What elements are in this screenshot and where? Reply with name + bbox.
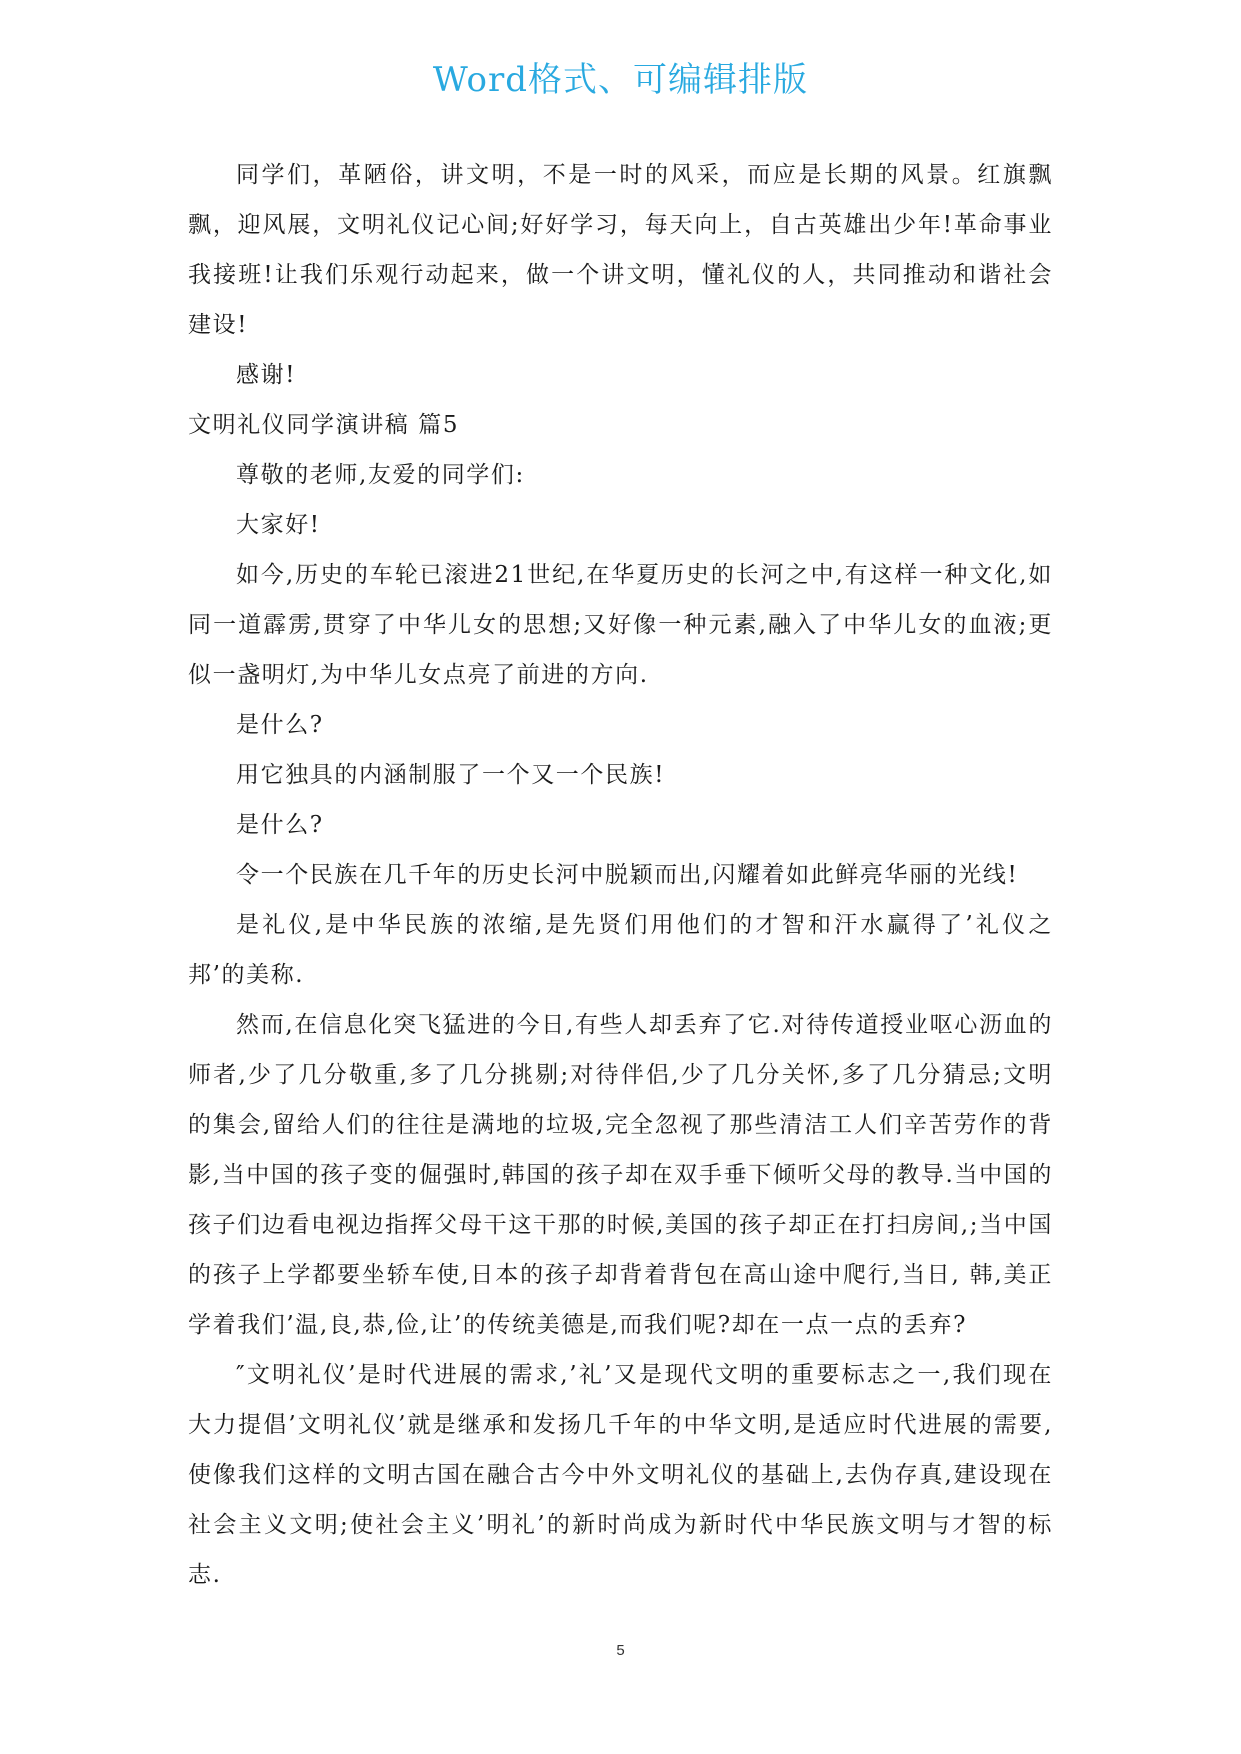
section-heading: 文明礼仪同学演讲稿 篇5	[188, 412, 460, 438]
paragraph-conclusion: ″文明礼仪’是时代进展的需求,’礼’又是现代文明的重要标志之一,我们现在大力提倡’文明礼仪’就是继承和发扬几千年的中华文明,是适应时代进展的需要,使像我们这样的文明古国在融合古今中外文明礼仪的基础上,去伪存真,建设现在社会主义文明;使社会主义’明礼’的新时尚成为新时代中华民族文明与才智的标志.	[188, 1362, 1053, 1588]
paragraph-answer-1: 用它独具的内涵制服了一个又一个民族!	[236, 762, 666, 788]
paragraph-thanks: 感谢!	[236, 362, 297, 388]
paragraph-closing-appeal: 同学们，革陋俗，讲文明，不是一时的风采，而应是长期的风景。红旗飘飘，迎风展，文明礼仪记心间;好好学习，每天向上，自古英雄出少年!革命事业我接班!让我们乐观行动起来，做一个讲文明，懂礼仪的人，共同推动和谐社会建设!	[188, 162, 1053, 338]
paragraph-however: 然而,在信息化突飞猛进的今日,有些人却丢弃了它.对待传道授业呕心沥血的师者,少了几分敬重,多了几分挑剔;对待伴侣,少了几分关怀,多了几分猜忌;文明的集会,留给人们的往往是满地的垃圾,完全忽视了那些清洁工人们辛苦劳作的背影,当中国的孩子变的倔强时,韩国的孩子却在双手垂下倾听父母的教导.当中国的孩子们边看电视边指挥父母干这干那的时候,美国的孩子却正在打扫房间,;当中国的孩子上学都要坐轿车使,日本的孩子却背着背包在高山途中爬行,当日, 韩,美正学着我们’温,良,恭,俭,让’的传统美德是,而我们呢?却在一点一点的丢弃?	[188, 1012, 1053, 1338]
paragraph-question-1: 是什么?	[236, 712, 324, 738]
paragraph-greeting: 大家好!	[236, 512, 321, 538]
document-body	[188, 150, 1053, 1600]
header-title: Word格式、可编辑排版	[432, 60, 809, 100]
paragraph-question-2: 是什么?	[236, 812, 324, 838]
paragraph-etiquette: 是礼仪,是中华民族的浓缩,是先贤们用他们的才智和汗水赢得了’礼仪之邦’的美称.	[188, 912, 1053, 988]
page-number: 5	[616, 1642, 625, 1659]
paragraph-intro: 如今,历史的车轮已滚进21世纪,在华夏历史的长河之中,有这样一种文化,如同一道霹雳,贯穿了中华儿女的思想;又好像一种元素,融入了中华儿女的血液;更似一盏明灯,为中华儿女点亮了前进的方向.	[188, 562, 1053, 688]
paragraph-answer-2: 令一个民族在几千年的历史长河中脱颖而出,闪耀着如此鲜亮华丽的光线!	[236, 862, 1019, 888]
paragraph-salutation: 尊敬的老师,友爱的同学们:	[236, 462, 525, 488]
